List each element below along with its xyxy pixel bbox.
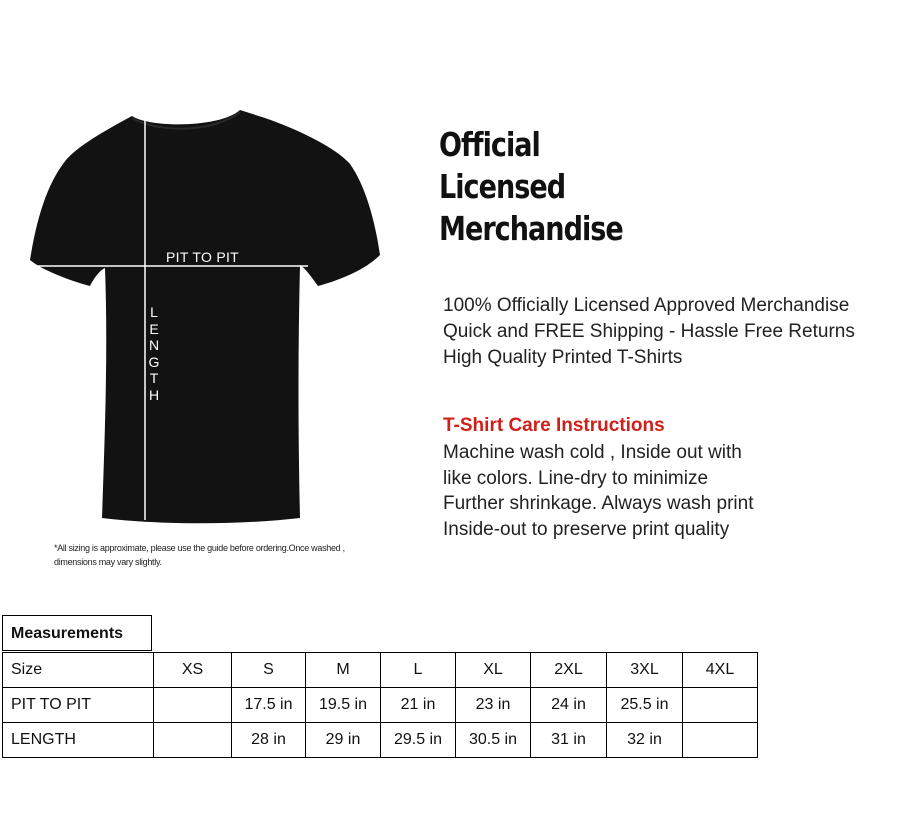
feature-item: Quick and FREE Shipping - Hassle Free Returns xyxy=(443,321,855,342)
care-line: Further shrinkage. Always wash print xyxy=(443,493,754,514)
length-letter: N xyxy=(148,337,160,353)
table-cell xyxy=(154,723,232,758)
table-cell: 17.5 in xyxy=(232,688,306,723)
table-cell: 25.5 in xyxy=(607,688,683,723)
table-cell: 30.5 in xyxy=(456,723,531,758)
table-cell: 29.5 in xyxy=(381,723,456,758)
table-cell: 24 in xyxy=(531,688,607,723)
length-letter: E xyxy=(149,320,159,337)
row-label: LENGTH xyxy=(3,723,154,758)
size-cell: 3XL xyxy=(607,653,683,688)
table-cell: 19.5 in xyxy=(306,688,381,723)
sizing-disclaimer: *All sizing is approximate, please use the guide before ordering.Once washed , dimensions may vary slightly. xyxy=(54,543,345,567)
title-line: Licensed xyxy=(439,167,566,206)
care-line: Machine wash cold , Inside out with xyxy=(443,442,742,463)
size-cell: L xyxy=(381,653,456,688)
feature-item: High Quality Printed T-Shirts xyxy=(443,347,683,368)
care-heading: T-Shirt Care Instructions xyxy=(443,415,665,436)
size-label: Size xyxy=(3,653,154,688)
care-instructions xyxy=(443,440,753,542)
tshirt-body xyxy=(30,110,380,523)
measurements-header: Measurements xyxy=(2,615,152,651)
tshirt-illustration xyxy=(20,100,390,530)
size-cell: 4XL xyxy=(683,653,758,688)
table-cell: 29 in xyxy=(306,723,381,758)
care-line: like colors. Line-dry to minimize xyxy=(443,467,709,489)
table-cell: 23 in xyxy=(456,688,531,723)
title-line: Official xyxy=(439,125,540,164)
page-title xyxy=(439,124,623,250)
title-line: Merchandise xyxy=(439,209,623,248)
table-row xyxy=(3,723,758,758)
care-line: Inside-out to preserve print quality xyxy=(443,518,730,540)
table-cell xyxy=(154,688,232,723)
size-cell: S xyxy=(232,653,306,688)
size-cell: 2XL xyxy=(531,653,607,688)
length-label xyxy=(148,304,160,403)
length-letter: T xyxy=(149,370,159,386)
table-cell xyxy=(683,688,758,723)
table-cell: 31 in xyxy=(531,723,607,758)
feature-item: 100% Officially Licensed Approved Merchandise xyxy=(443,295,850,316)
table-cell: 28 in xyxy=(232,723,306,758)
length-letter: L xyxy=(150,304,158,320)
size-cell: XL xyxy=(456,653,531,688)
pit-to-pit-label: PIT TO PIT xyxy=(166,249,240,265)
table-cell xyxy=(683,723,758,758)
tshirt-image xyxy=(20,100,390,530)
row-label: PIT TO PIT xyxy=(3,688,154,723)
feature-list xyxy=(443,293,855,371)
table-row xyxy=(3,688,758,723)
table-cell: 21 in xyxy=(381,688,456,723)
size-row xyxy=(3,653,758,688)
length-letter: G xyxy=(148,353,160,370)
size-cell: M xyxy=(306,653,381,688)
size-chart-table xyxy=(2,652,758,758)
table-cell: 32 in xyxy=(607,723,683,758)
size-cell: XS xyxy=(154,653,232,688)
length-letter: H xyxy=(148,386,160,403)
